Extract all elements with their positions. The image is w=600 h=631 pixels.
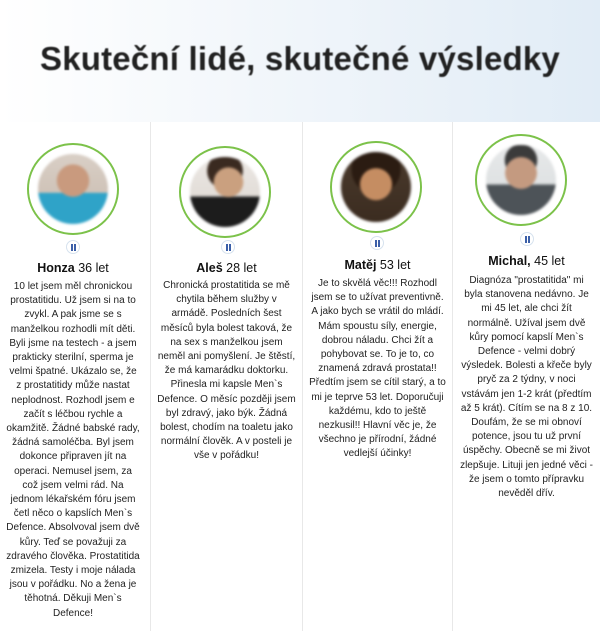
avatar-ring — [475, 134, 567, 226]
avatar-photo — [341, 152, 411, 222]
testimonial-card — [0, 122, 146, 631]
page-title: Skuteční lidé, skutečné výsledky — [40, 40, 560, 77]
testimonial-card — [150, 122, 302, 631]
avatar-photo — [38, 154, 108, 224]
avatar-photo — [190, 157, 260, 227]
testimonial-name: Michal, 45 let — [488, 254, 565, 268]
testimonial-text: Diagnóza "prostatitida" mi byla stanovena nedávno. Je mi 45 let, ale chci žít normálně. Užíval jsem dvě kůry pomocí kapslí Men`s Defence - velmi dobrý výsledek. Bolesti a křeče byly pryč za 2 týdny, v noci vstávám jen 1-2 krát (předtím až 5 krát). Cítím se na 8 z 10. Doufám, že se mi obnoví potence, jsou tu už první úspěchy. Obecně se mi život zlepšuje. Lituji jen jedné věci - že jsem o tomto přípravku nevěděl dřív. — [460, 275, 593, 500]
verified-badge-icon — [66, 240, 80, 254]
testimonial-text: Chronická prostatitida se mě chytila během služby v armádě. Posledních šest měsíců byla bolest taková, že na sex s manželkou jsem neměl ani pomyšlení. Je štěstí, že má kamarádku doktorku. Přinesla mi kapsle Men`s Defence. O měsíc později jsem byl zdravý, jako býk. Žádná bolest, chodím na toaletu jako normální člověk. A v posteli je vše v pořádku! — [157, 280, 296, 462]
avatar-ring — [27, 143, 119, 235]
avatar-ring — [330, 141, 422, 233]
testimonial-card — [302, 122, 452, 631]
testimonial-text: Je to skvělá věc!!! Rozhodl jsem se to užívat preventivně. A jako bych se vrátil do mládí. Mám spoustu síly, energie, dobrou náladu. Chci žít a pohybovat se. To je to, co znamená zdravá prostata!! Předtím jsem se cítil starý, a to mi je teprve 53 let. Doporučuji každému, kdo to ještě nezkusil!! Hlavní věc je, že všechno je přírodní, žádné vedlejší účinky! — [309, 278, 446, 460]
verified-badge-icon — [370, 236, 384, 250]
testimonial-name: Matěj 53 let — [344, 258, 411, 272]
testimonial-card — [452, 122, 600, 631]
testimonial-name: Honza 36 let — [37, 261, 109, 275]
testimonial-name: Aleš 28 let — [196, 261, 257, 275]
avatar-ring — [179, 146, 271, 238]
testimonial-text: 10 let jsem měl chronickou prostatitidu. Už jsem si na to zvykl. A pak jsme se s manželkou rozhodli mít děti. Byli jsme na testech - a jsem prakticky sterilní, sperma je velmi špatné. Ukázalo se, že z prostatitidy může nastat neplodnost. Rozhodl jsem e začít s léčbou rychle a okamžitě. Žádné babské rady, žádná samoléčba. Byl jsem dokonce připraven jít na operaci. Nemusel jsem, za což jsem velmi rád. Na jednom lékařském fóru jsem četl něco o kapslích Men`s Defence. Absolvoval jsem dvě kůry. Teď se považuji za zdravého člověka. Prostatitida zmizela. Testy i moje nálada jsou v pořádku. No a žena je těhotná. Děkuji Men`s Defence! — [6, 281, 140, 619]
verified-badge-icon — [221, 240, 235, 254]
avatar-photo — [486, 145, 556, 215]
verified-badge-icon — [520, 232, 534, 246]
